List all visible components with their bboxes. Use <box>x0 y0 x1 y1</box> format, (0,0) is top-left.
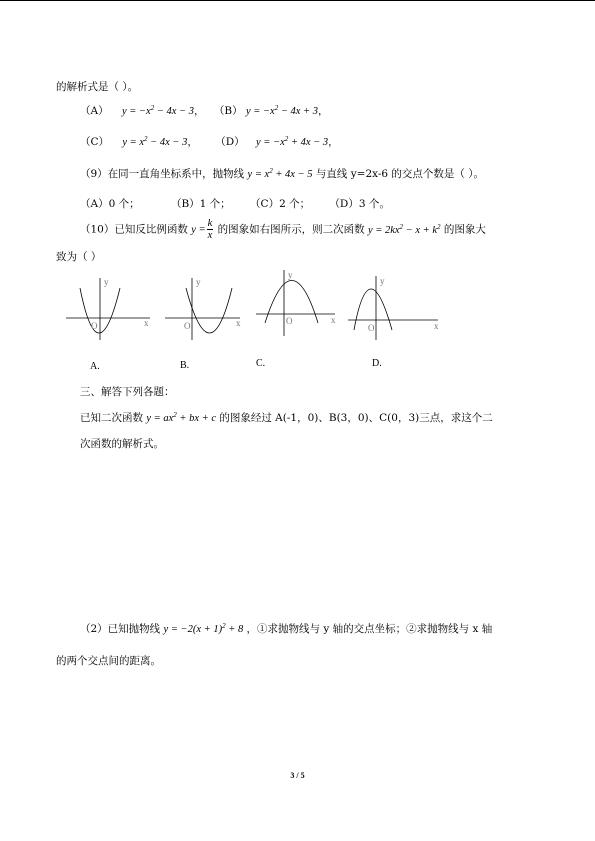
q10-fraction: $\frac{k}{x}$ <box>207 218 213 241</box>
q8-option-a-formula: $y = -x^2 - 4x - 3$ <box>121 104 195 117</box>
problem-1-cont: 次函数的解析式。 <box>80 438 164 450</box>
graph-c-label: C. <box>256 358 266 369</box>
graph-a <box>66 278 150 340</box>
q8-option-c-label: （C） <box>80 136 110 148</box>
q9-option-b: （B）1 个； <box>170 198 231 210</box>
q8-option-c-formula: $y = x^2 - 4x - 3$ <box>122 135 188 148</box>
q10-stem-text-2: 的图象如右图所示，则二次函数 <box>217 223 365 236</box>
graph-b <box>165 278 240 340</box>
q9-options <box>80 197 390 211</box>
graph-a-x-label: x <box>144 318 149 328</box>
q9-option-c: （C）2 个； <box>250 198 311 210</box>
q9-option-a: （A）0 个； <box>80 198 140 210</box>
graph-a-origin: O <box>91 321 98 331</box>
q8-option-d-label: （D） <box>215 136 245 148</box>
problem-1-formula: $y = ax^2$ + bx + c <box>146 411 216 424</box>
q10-inverse-formula: y = <box>191 224 206 236</box>
q9-parabola-formula: $y = x^2 + 4x - 5$ <box>247 167 313 180</box>
graph-d-y-label: y <box>380 276 385 286</box>
graph-d-origin: O <box>368 323 375 333</box>
q8-options-row2: （C） $y = x^2 - 4x - 3$， （D） $y = -x^2 + 4x - 3$， <box>80 135 339 148</box>
graph-d <box>348 276 438 340</box>
problem-1 <box>80 411 493 426</box>
q10-stem-text-1: （10）已知反比例函数 <box>80 223 188 236</box>
problem-2-text-1: （2）已知抛物线 <box>80 623 161 635</box>
q8-option-d-formula: $y = -x^2 + 4x - 3$ <box>256 135 329 148</box>
q9-stem <box>80 167 484 182</box>
graph-c <box>256 270 335 336</box>
q9-stem-text-1: （9）在同一直角坐标系中，抛物线 <box>80 168 245 180</box>
graph-c-x-label: x <box>331 315 336 325</box>
q8-options-row1: （A） $y = -x^2 - 4x - 3$， （B） $y = -x^2 - 4x + 3$， <box>80 104 329 117</box>
q8-option-b-label: （B） <box>213 105 243 117</box>
top-rule <box>0 0 595 1</box>
q10-stem-cont: 致为（ ） <box>56 251 102 263</box>
q10-option-graphs <box>0 268 595 368</box>
problem-1-text-2: 的图象经过 A(-1，0)、B(3，0)、C(0，3)三点，求这个二 <box>219 412 493 424</box>
graph-d-label: D. <box>372 358 382 369</box>
q8-stem-end: 的解析式是（ ）。 <box>56 81 139 93</box>
problem-1-text-1: 已知二次函数 <box>80 412 143 424</box>
q10-stem <box>80 218 486 241</box>
q8-option-a-label: （A） <box>80 105 109 117</box>
problem-2-formula: $y = -2(x + 1)^2 + 8$ <box>163 622 244 635</box>
q9-option-d: （D）3 个。 <box>329 198 390 210</box>
problem-2 <box>80 622 492 637</box>
page-number: 3 / 5 <box>290 771 305 780</box>
q10-quadratic-formula: $y = 2kx^2 - x + k^2$ <box>367 222 441 236</box>
section-3-heading: 三、解答下列各题： <box>80 386 175 398</box>
graph-b-origin: O <box>184 321 191 331</box>
graph-c-origin: O <box>286 316 293 326</box>
problem-2-text-2: ，①求抛物线与 y 轴的交点坐标；②求抛物线与 x 轴 <box>246 623 493 635</box>
graph-b-parabola <box>186 288 232 333</box>
graph-b-x-label: x <box>236 318 241 328</box>
graph-b-label: B. <box>180 360 190 371</box>
q9-stem-text-2: 与直线 y=2x-6 的交点个数是（ ）。 <box>315 168 485 180</box>
graph-b-y-label: y <box>196 277 201 287</box>
graph-c-y-label: y <box>288 270 293 280</box>
q10-stem-text-3: 的图象大 <box>443 223 486 236</box>
graph-d-x-label: x <box>434 321 439 331</box>
graph-a-y-label: y <box>104 277 109 287</box>
problem-2-cont: 的两个交点间的距离。 <box>56 655 161 667</box>
graph-a-label: A. <box>90 361 100 372</box>
q8-option-b-formula: $y = -x^2 - 4x + 3$ <box>245 104 319 117</box>
